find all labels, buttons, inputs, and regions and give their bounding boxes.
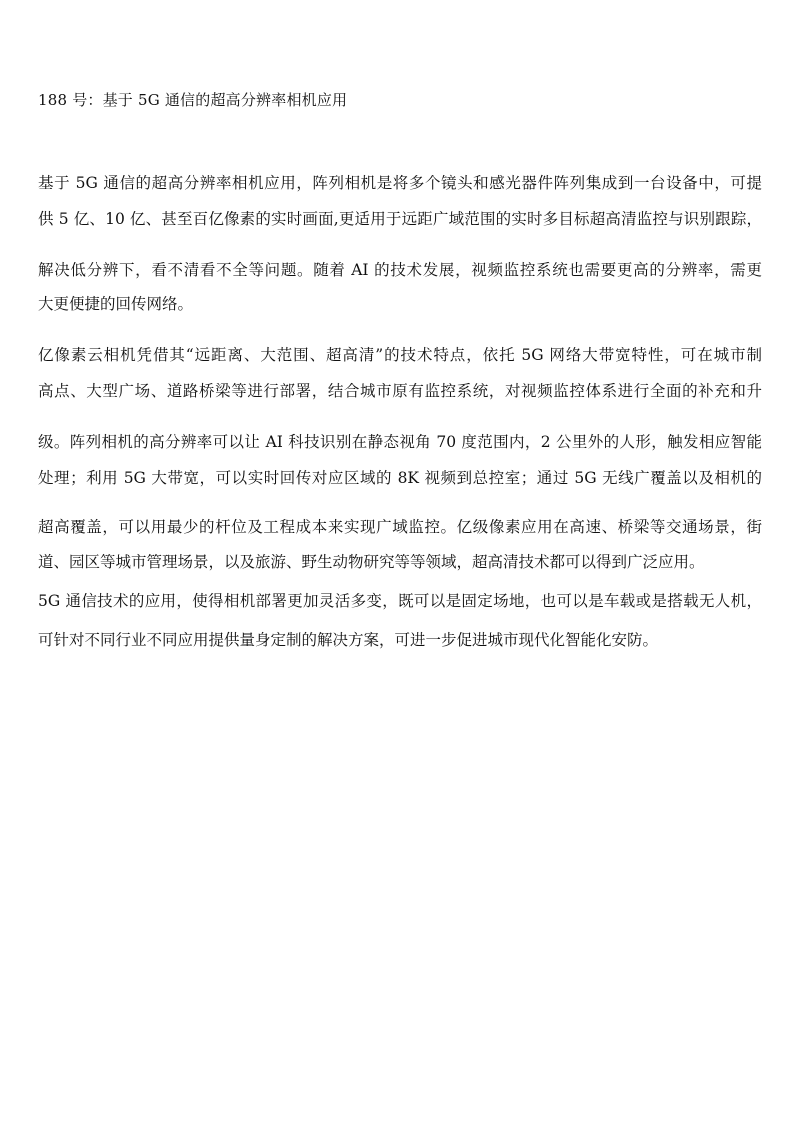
paragraph-1-line-3: 解决低分辨下，看不清看不全等问题。随着 AI 的技术发展，视频监控系统也需要更高的分辨率，需更 (38, 261, 762, 279)
paragraph-3-line-1: 5G 通信技术的应用，使得相机部署更加灵活多变，既可以是固定场地，也可以是车载或是搭载无人机， (38, 592, 762, 610)
paragraph-2-line-1: 亿像素云相机凭借其“远距离、大范围、超高清”的技术特点，依托 5G 网络大带宽特性，可在城市制 (38, 346, 762, 364)
paragraph-2-line-2: 高点、大型广场、道路桥梁等进行部署，结合城市原有监控系统，对视频监控体系进行全面的补充和升 (38, 382, 762, 400)
paragraph-1-line-1: 基于 5G 通信的超高分辨率相机应用，阵列相机是将多个镜头和感光器件阵列集成到一台设备中，可提 (38, 174, 762, 192)
paragraph-1-line-2: 供 5 亿、10 亿、甚至百亿像素的实时画面,更适用于远距广域范围的实时多目标超高清监控与识别跟踪， (38, 210, 762, 228)
paragraph-2-line-5: 超高覆盖，可以用最少的杆位及工程成本来实现广域监控。亿级像素应用在高速、桥梁等交通场景，街 (38, 518, 762, 536)
paragraph-1-line-4: 大更便捷的回传网络。 (38, 295, 194, 313)
paragraph-3-line-2: 可针对不同行业不同应用提供量身定制的解决方案，可进一步促进城市现代化智能化安防。 (38, 631, 659, 649)
paragraph-2-line-6: 道、园区等城市管理场景，以及旅游、野生动物研究等等领域，超高清技术都可以得到广泛应用。 (38, 553, 705, 571)
document-heading: 188 号：基于 5G 通信的超高分辨率相机应用 (38, 91, 348, 109)
paragraph-2-line-4: 处理；利用 5G 大带宽，可以实时回传对应区域的 8K 视频到总控室；通过 5G 无线广覆盖以及相机的 (38, 469, 762, 487)
paragraph-2-line-3: 级。阵列相机的高分辨率可以让 AI 科技识别在静态视角 70 度范围内，2 公里外的人形，触发相应智能 (38, 433, 762, 451)
